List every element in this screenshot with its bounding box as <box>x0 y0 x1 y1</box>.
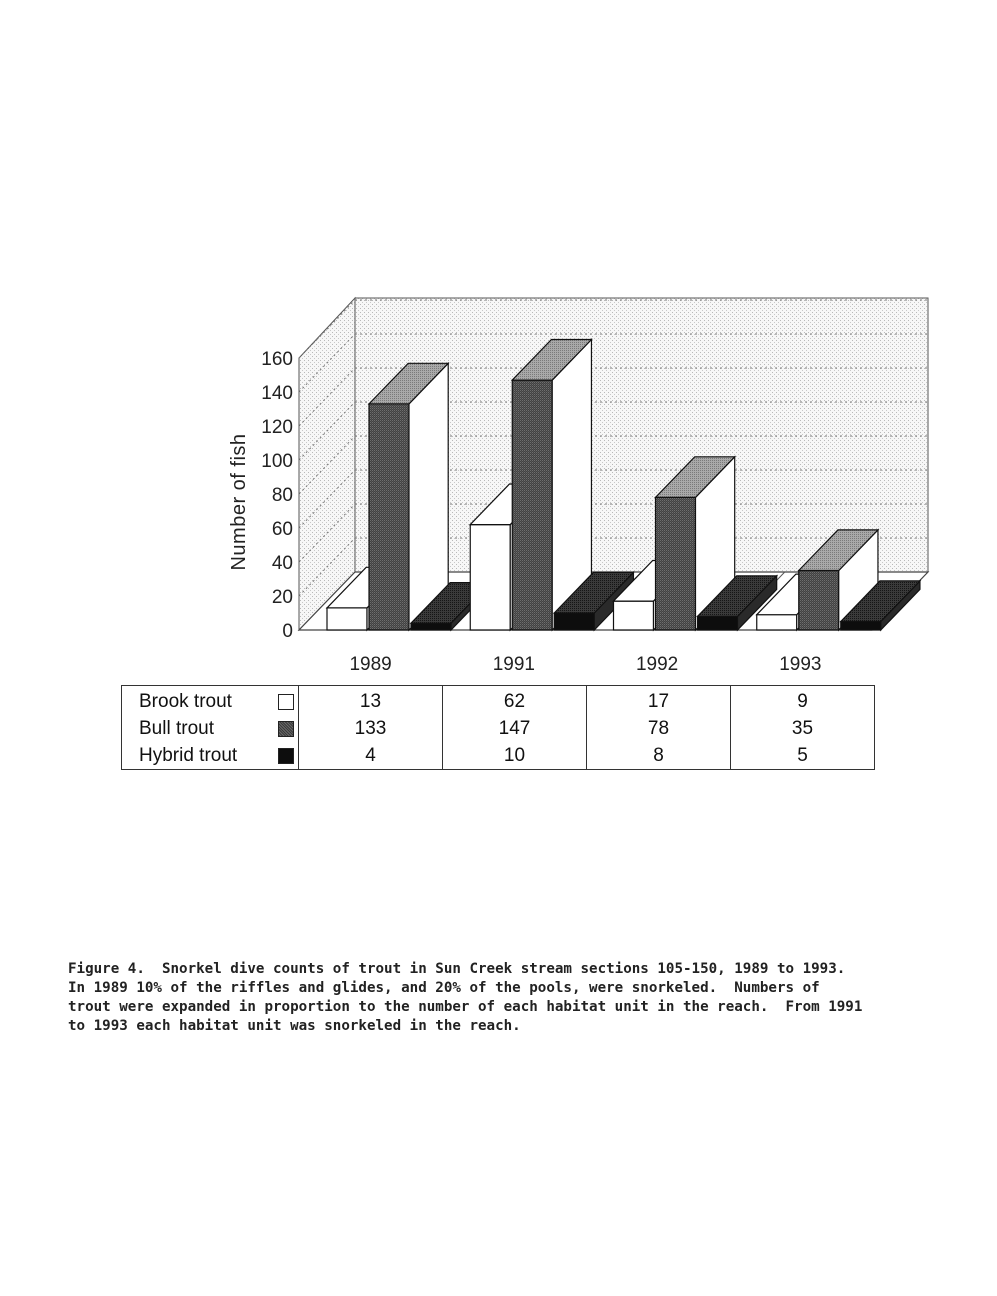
y-tick-label: 60 <box>271 519 293 540</box>
x-tick-label: 1991 <box>492 654 536 675</box>
data-label: 5 <box>797 745 808 766</box>
data-table <box>121 685 875 770</box>
data-label: 133 <box>354 718 387 739</box>
data-label: 8 <box>653 745 664 766</box>
year-column-1989 <box>299 686 443 770</box>
legend-label: Brook trout <box>139 690 232 712</box>
y-tick-label: 40 <box>271 553 293 574</box>
y-tick-label: 20 <box>271 587 293 608</box>
bar-front-face <box>470 525 510 630</box>
bar-bull <box>369 363 448 630</box>
legend-label: Hybrid trout <box>139 744 238 766</box>
caption-line: In 1989 10% of the riffles and glides, and 20% of the pools, were snorkeled. Numbers of <box>68 980 820 996</box>
legend-item-brook <box>122 688 298 715</box>
bar-front-face <box>554 613 594 630</box>
bar-front-face <box>369 404 409 630</box>
legend-label: Bull trout <box>139 717 214 739</box>
y-tick-label: 140 <box>261 383 293 404</box>
x-tick-label: 1992 <box>635 654 679 675</box>
x-tick-label: 1993 <box>779 654 822 675</box>
y-tick-label: 100 <box>261 451 293 472</box>
data-label: 147 <box>498 718 531 739</box>
y-tick-label: 0 <box>282 621 293 642</box>
x-axis <box>349 654 821 675</box>
year-column-1993 <box>731 686 875 770</box>
y-axis-label: Number of fish <box>228 433 250 571</box>
bar-front-face <box>656 497 696 630</box>
year-column-1991 <box>443 686 587 770</box>
legend-item-hybrid <box>122 742 298 769</box>
bar-front-face <box>698 616 738 630</box>
caption-line: trout were expanded in proportion to the number of each habitat unit in the reach. From 1991 <box>68 999 863 1015</box>
data-label: 17 <box>647 691 670 712</box>
caption-line: Figure 4. Snorkel dive counts of trout in Sun Creek stream sections 105-150, 1989 to 1993. <box>68 961 846 977</box>
caption-line: to 1993 each habitat unit was snorkeled in the reach. <box>68 1018 521 1034</box>
data-label: 10 <box>503 745 526 766</box>
bar-front-face <box>614 601 654 630</box>
y-tick-label: 80 <box>271 485 293 506</box>
bar-front-face <box>327 608 367 630</box>
y-axis <box>261 349 299 642</box>
data-label: 9 <box>797 691 808 712</box>
legend-swatch-hybrid <box>278 748 294 764</box>
bar-front-face <box>757 615 797 630</box>
year-column-1992 <box>587 686 731 770</box>
bar-front-face <box>512 380 552 630</box>
legend-swatch-bull <box>278 721 294 737</box>
data-label: 35 <box>791 718 814 739</box>
legend-item-bull <box>122 715 298 742</box>
figure-caption <box>68 960 948 1036</box>
x-tick-label: 1989 <box>349 654 392 675</box>
y-tick-label: 160 <box>261 349 293 370</box>
data-label: 13 <box>359 691 382 712</box>
bar-front-face <box>841 622 881 631</box>
legend <box>122 686 299 770</box>
bar-front-face <box>411 623 451 630</box>
legend-swatch-brook <box>278 694 294 710</box>
bar-front-face <box>799 571 839 631</box>
data-label: 62 <box>503 691 526 712</box>
data-label: 78 <box>647 718 670 739</box>
y-tick-label: 120 <box>261 417 293 438</box>
data-label: 4 <box>365 745 376 766</box>
